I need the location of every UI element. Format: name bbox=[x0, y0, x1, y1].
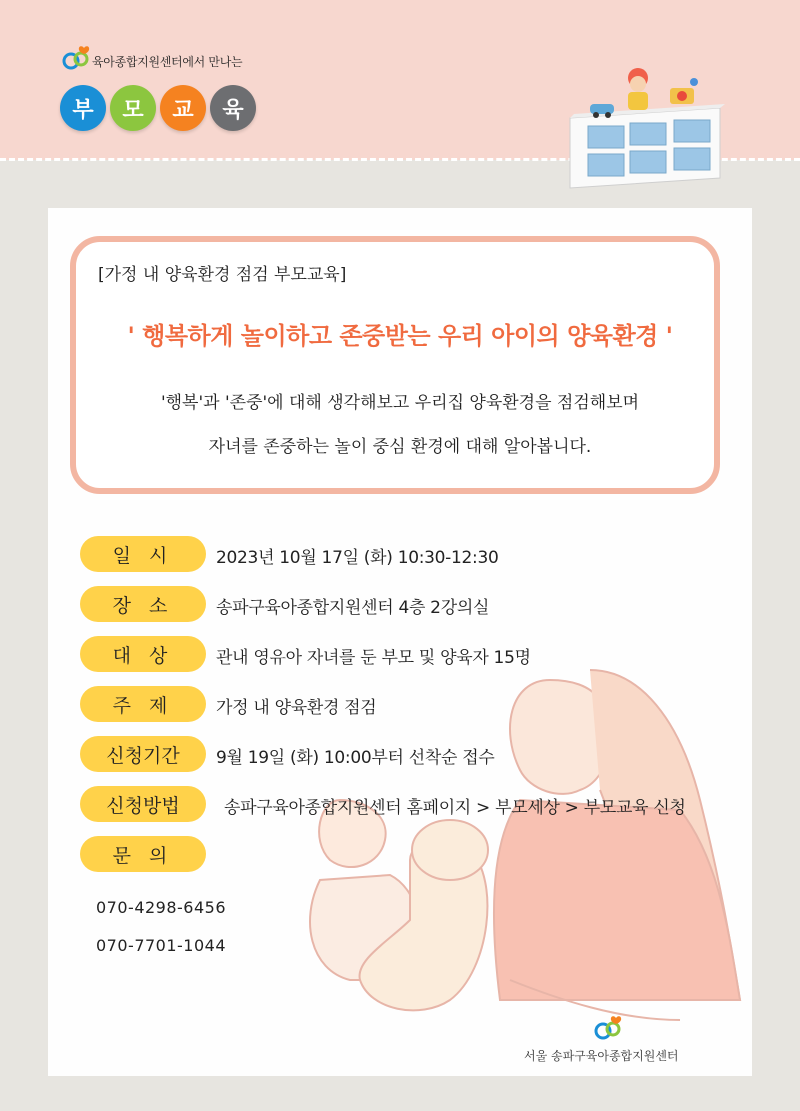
description-line-1: '행복'과 '존중'에 대해 생각해보고 우리집 양육환경을 점검해보며 bbox=[160, 393, 640, 413]
badge-char-2: 모 bbox=[110, 85, 156, 131]
program-tag: [가정 내 양육환경 점검 부모교육] bbox=[98, 265, 347, 285]
badge-char-4: 육 bbox=[210, 85, 256, 131]
toy-shelf-illustration bbox=[560, 60, 730, 190]
center-logo-icon bbox=[62, 44, 92, 74]
label-date: 일 시 bbox=[80, 536, 206, 572]
value-target: 관내 영유아 자녀를 둔 부모 및 양육자 15명 bbox=[216, 648, 531, 668]
footer-org-name: 서울 송파구육아종합지원센터 bbox=[524, 1049, 679, 1063]
phone-2: 070-7701-1044 bbox=[96, 936, 227, 955]
phone-1: 070-4298-6456 bbox=[96, 898, 227, 917]
headline: ' 행복하게 놀이하고 존중받는 우리 아이의 양육환경 ' bbox=[127, 322, 673, 350]
label-application-method: 신청방법 bbox=[80, 786, 206, 822]
label-target: 대 상 bbox=[80, 636, 206, 672]
value-date: 2023년 10월 17일 (화) 10:30-12:30 bbox=[216, 548, 499, 568]
label-topic: 주 제 bbox=[80, 686, 206, 722]
label-place: 장 소 bbox=[80, 586, 206, 622]
badge-char-1: 부 bbox=[60, 85, 106, 131]
label-inquiry: 문 의 bbox=[80, 836, 206, 872]
footer-logo-icon bbox=[592, 1014, 626, 1044]
badge-char-3: 교 bbox=[160, 85, 206, 131]
label-application-period: 신청기간 bbox=[80, 736, 206, 772]
value-topic: 가정 내 양육환경 점검 bbox=[216, 698, 377, 718]
program-badge bbox=[60, 85, 256, 131]
value-place: 송파구육아종합지원센터 4층 2강의실 bbox=[216, 598, 490, 618]
value-application-period: 9월 19일 (화) 10:00부터 선착순 접수 bbox=[216, 748, 495, 768]
description-line-2: 자녀를 존중하는 놀이 중심 환경에 대해 알아봅니다. bbox=[208, 437, 592, 457]
header-subtitle: 육아종합지원센터에서 만나는 bbox=[92, 55, 243, 69]
value-application-method: 송파구육아종합지원센터 홈페이지 > 부모세상 > 부모교육 신청 bbox=[224, 798, 686, 818]
